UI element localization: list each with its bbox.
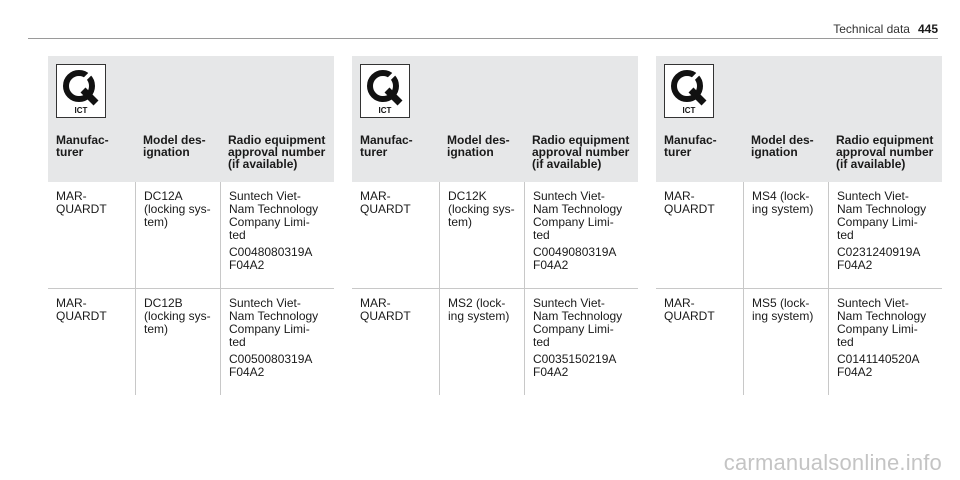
- model-cell: MS2 (lock- ing system): [439, 289, 524, 395]
- table-row: [48, 182, 334, 288]
- header-model: Model des- ignation: [143, 133, 206, 159]
- table-header: [656, 56, 942, 182]
- ict-logo-text: ICT: [378, 106, 392, 115]
- header-approval: Radio equipment approval number (if available): [532, 133, 630, 171]
- model-cell: DC12K (locking sys- tem): [439, 182, 524, 288]
- ict-certification-logo-icon: [360, 64, 410, 118]
- approval-table-2: [352, 56, 638, 395]
- approval-table-3: [656, 56, 942, 395]
- approval-cell: Suntech Viet- Nam Technology Company Limi- ted C0231240919A F04A2: [828, 182, 942, 288]
- approval-table-1: [48, 56, 334, 395]
- table-row: [352, 182, 638, 288]
- header-manufacturer: Manufac- turer: [56, 133, 109, 159]
- page-header: [833, 22, 938, 36]
- approval-cell: Suntech Viet- Nam Technology Company Limi- ted C0141140520A F04A2: [828, 289, 942, 395]
- table-header: [352, 56, 638, 182]
- approval-cell: Suntech Viet- Nam Technology Company Limi- ted C0049080319A F04A2: [524, 182, 638, 288]
- model-cell: MS5 (lock- ing system): [743, 289, 828, 395]
- approval-cell: Suntech Viet- Nam Technology Company Limi- ted C0050080319A F04A2: [220, 289, 334, 395]
- header-manufacturer: Manufac- turer: [360, 133, 413, 159]
- table-header: [48, 56, 334, 182]
- manufacturer-cell: MAR- QUARDT: [56, 296, 107, 323]
- model-cell: DC12A (locking sys- tem): [135, 182, 220, 288]
- watermark: carmanualsonline.info: [723, 450, 942, 475]
- model-cell: MS4 (lock- ing system): [743, 182, 828, 288]
- approval-cell: Suntech Viet- Nam Technology Company Limi- ted C0048080319A F04A2: [220, 182, 334, 288]
- manufacturer-cell: MAR- QUARDT: [360, 189, 411, 216]
- header-approval: Radio equipment approval number (if available): [836, 133, 934, 171]
- manufacturer-cell: MAR- QUARDT: [664, 189, 715, 216]
- ict-logo-text: ICT: [74, 106, 88, 115]
- manufacturer-cell: MAR- QUARDT: [56, 189, 107, 216]
- section-title: Technical data: [833, 22, 910, 36]
- table-row: [352, 288, 638, 395]
- ict-certification-logo-icon: [56, 64, 106, 118]
- approval-cell: Suntech Viet- Nam Technology Company Limi- ted C0035150219A F04A2: [524, 289, 638, 395]
- header-model: Model des- ignation: [447, 133, 510, 159]
- page-number: 445: [917, 22, 938, 36]
- table-row: [656, 182, 942, 288]
- table-row: [656, 288, 942, 395]
- ict-certification-logo-icon: [664, 64, 714, 118]
- header-approval: Radio equipment approval number (if available): [228, 133, 326, 171]
- table-row: [48, 288, 334, 395]
- header-manufacturer: Manufac- turer: [664, 133, 717, 159]
- ict-logo-text: ICT: [682, 106, 696, 115]
- model-cell: DC12B (locking sys- tem): [135, 289, 220, 395]
- header-model: Model des- ignation: [751, 133, 814, 159]
- manufacturer-cell: MAR- QUARDT: [360, 296, 411, 323]
- header-rule: [28, 38, 938, 39]
- manufacturer-cell: MAR- QUARDT: [664, 296, 715, 323]
